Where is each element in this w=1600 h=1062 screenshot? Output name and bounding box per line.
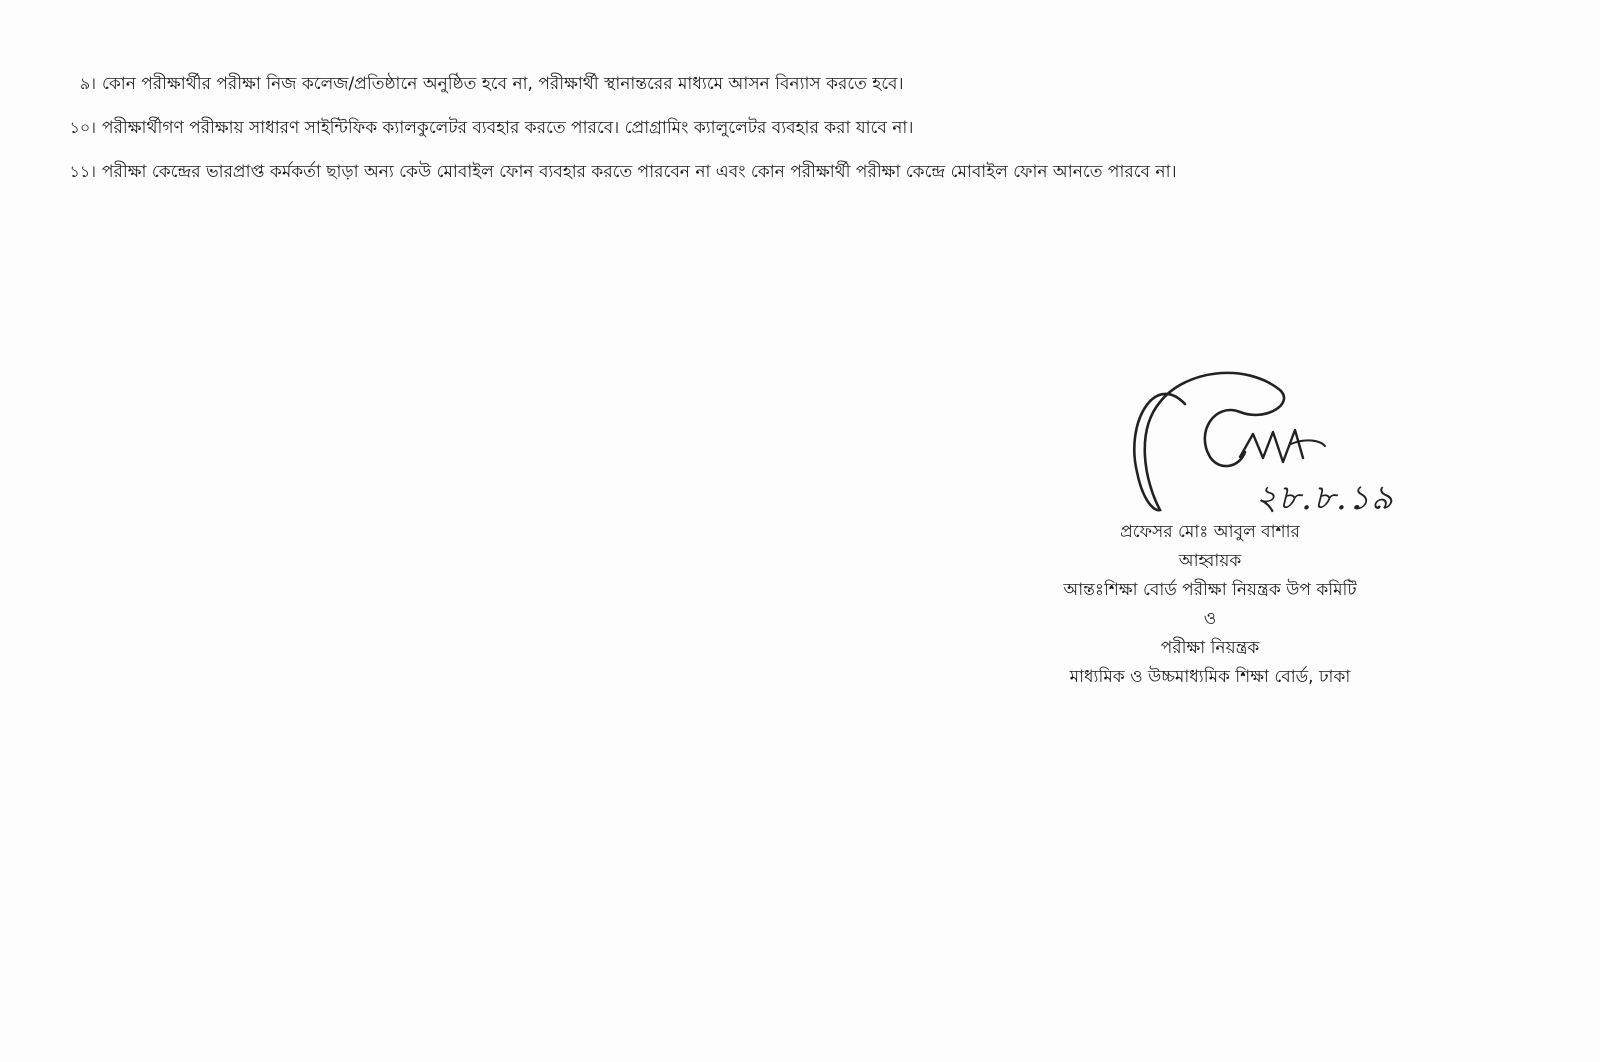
instruction-text: পরীক্ষা কেন্দ্রের ভারপ্রাপ্ত কর্মকর্তা ছাড়া অন্য কেউ মোবাইল ফোন ব্যবহার করতে পারবেন না এবং কোন পরীক্ষার্থী পরীক্ষা কেন্দ্রে মোবাইল ফোন আনতে পারবে না। (102, 162, 1177, 182)
signatory-block (1040, 518, 1380, 692)
instruction-list (40, 62, 1520, 194)
instruction-number: ৯। (79, 74, 96, 93)
signatory-conjunction: ও (1203, 609, 1217, 629)
instruction-item-10 (40, 106, 1520, 150)
instruction-item-9 (40, 62, 1520, 106)
instruction-text: কোন পরীক্ষার্থীর পরীক্ষা নিজ কলেজ/প্রতিষ্ঠানে অনুষ্ঠিত হবে না, পরীক্ষার্থী স্থানান্তরের মাধ্যমে আসন বিন্যাস করতে হবে। (102, 74, 904, 94)
signatory-organization: মাধ্যমিক ও উচ্চমাধ্যমিক শিক্ষা বোর্ড, ঢাকা (1069, 667, 1351, 687)
signatory-committee: আন্তঃশিক্ষা বোর্ড পরীক্ষা নিয়ন্ত্রক উপ কমিটি (1063, 580, 1357, 600)
signature-date: ২৮.৮.১৯ (1255, 478, 1394, 518)
instruction-number: ১০। (69, 118, 96, 137)
instruction-item-11 (40, 150, 1520, 194)
instruction-text: পরীক্ষার্থীগণ পরীক্ষায় সাধারণ সাইন্টিফিক ক্যালকুলেটর ব্যবহার করতে পারবে। প্রোগ্রামিং ক্যালুলেটর ব্যবহার করা যাবে না। (102, 118, 914, 138)
signatory-name: প্রফেসর মোঃ আবুল বাশার (1120, 522, 1300, 542)
signatory-title: পরীক্ষা নিয়ন্ত্রক (1160, 638, 1260, 658)
instruction-number: ১১। (69, 162, 96, 181)
signatory-role: আহ্বায়ক (1178, 551, 1242, 571)
